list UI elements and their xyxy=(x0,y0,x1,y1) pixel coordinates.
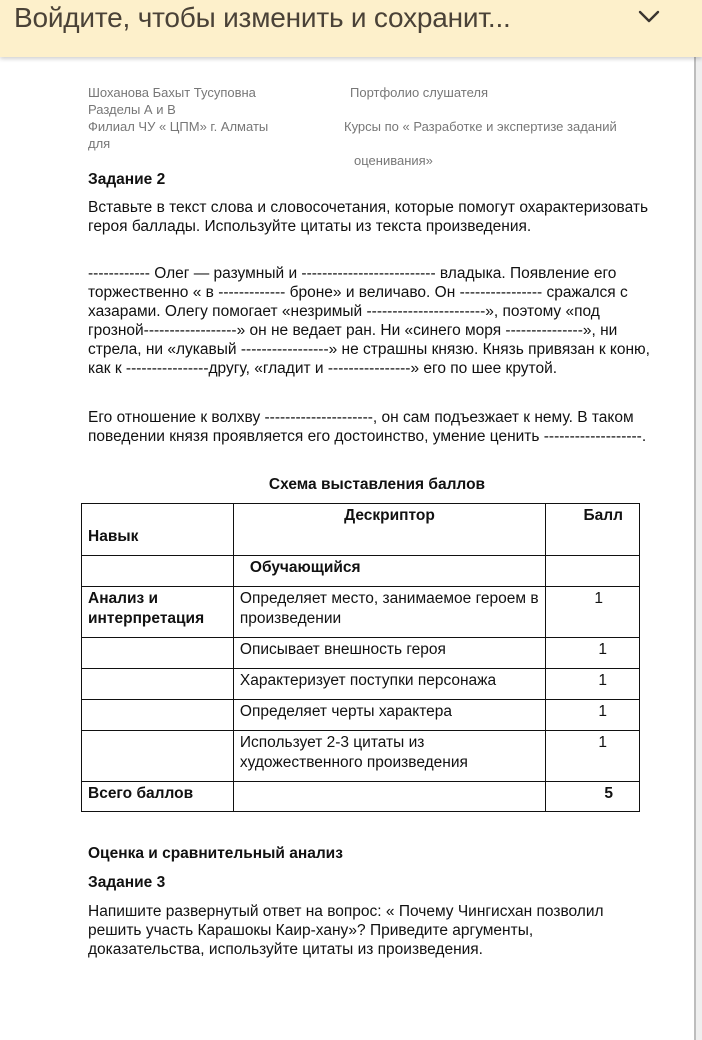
row-descriptor: Использует 2-3 цитаты из художественного произведения xyxy=(233,731,545,782)
row-score: 1 xyxy=(546,731,640,782)
table-row xyxy=(82,638,640,669)
task2-paragraph-2: Его отношение к волхву ---------------------, он сам подъезжает к нему. В таком поведении князя проявляется его достоинство, умение ценить -------------------. xyxy=(88,409,647,445)
row-score: 1 xyxy=(546,587,640,638)
empty-cell xyxy=(546,556,640,587)
table-row xyxy=(82,587,640,638)
row-score: 1 xyxy=(546,638,640,669)
sign-in-banner[interactable] xyxy=(0,0,702,57)
task2-instruction: Вставьте в текст слова и словосочетания, которые помогут охарактеризовать героя баллады. Используйте цитаты из текста произведения. xyxy=(88,199,649,235)
course-line-1: Курсы по « Разработке и экспертизе заданий xyxy=(344,119,617,134)
sections-line: Разделы А и В xyxy=(88,102,176,117)
chevron-down-icon[interactable] xyxy=(636,7,662,27)
task2-heading: Задание 2 xyxy=(88,171,166,188)
total-score: 5 xyxy=(546,782,640,812)
table-row xyxy=(82,700,640,731)
task3-section-title: Оценка и сравнительный анализ xyxy=(88,845,343,862)
rubric-title: Схема выставления баллов xyxy=(268,476,486,493)
table-total-row xyxy=(82,782,640,812)
row-descriptor: Определяет черты характера xyxy=(233,700,545,731)
subheader-learner: Обучающийся xyxy=(233,556,545,587)
task2-paragraph-1: ------------ Олег — разумный и -------------------------- владыка. Появление его торжественно « в ------------- броне» и величаво. Он ---------------- сражался с хазарами. Олегу помогает «незримый -----------------------», поэтому «под грозной------------------» он не ведает ран. Ни «синего моря ---------------», ни стрела, ни «лукавый -----------------» не страшны князю. Князь привязан к коню, как к ----------------другу, «гладит и ----------------» его по шее крутой. xyxy=(88,265,650,377)
empty-cell xyxy=(82,556,234,587)
header-score: Балл xyxy=(546,504,640,556)
row-skill: Анализ и интерпретация xyxy=(82,587,234,638)
banner-title[interactable]: Войдите, чтобы изменить и сохранит... xyxy=(14,2,511,33)
row-descriptor: Описывает внешность героя xyxy=(233,638,545,669)
portfolio-title: Портфолио слушателя xyxy=(350,85,488,100)
table-header-row xyxy=(82,504,640,556)
row-descriptor: Характеризует поступки персонажа xyxy=(233,669,545,700)
for-line: для xyxy=(88,136,111,151)
table-row xyxy=(82,731,640,782)
row-skill xyxy=(82,700,234,731)
document-page xyxy=(0,57,694,1040)
branch-line: Филиал ЧУ « ЦПМ» г. Алматы xyxy=(88,119,269,134)
row-score: 1 xyxy=(546,700,640,731)
author-name: Шоханова Бахыт Тусуповна xyxy=(88,85,256,100)
header-left-block xyxy=(88,84,338,152)
row-score: 1 xyxy=(546,669,640,700)
header-descriptor: Дескриптор xyxy=(233,504,545,556)
scrollbar-track[interactable] xyxy=(694,57,702,1040)
total-label: Всего баллов xyxy=(82,782,234,812)
header-skill: Навык xyxy=(82,504,234,556)
rubric-table xyxy=(81,503,640,812)
row-descriptor: Определяет место, занимаемое героем в произведении xyxy=(233,587,545,638)
course-line-2: оценивания» xyxy=(354,153,433,168)
task3-heading: Задание 3 xyxy=(88,874,166,891)
table-subheader-row xyxy=(82,556,640,587)
table-row xyxy=(82,669,640,700)
row-skill xyxy=(82,638,234,669)
total-descriptor xyxy=(233,782,545,812)
row-skill xyxy=(82,731,234,782)
row-skill xyxy=(82,669,234,700)
task3-question: Напишите развернутый ответ на вопрос: « Почему Чингисхан позволил решить участь Карашокы Каир-хану»? Приведите аргументы, доказательства, используйте цитаты из произведения. xyxy=(88,903,604,958)
